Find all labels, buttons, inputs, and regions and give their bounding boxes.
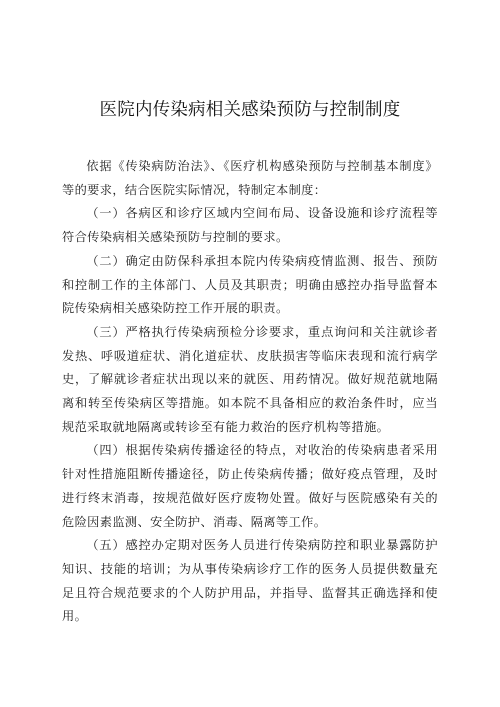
paragraph-2: （二）确定由防保科承担本院内传染病疫情监测、报告、预防和控制工作的主体部门、人员及其职责；明确由感控办指导监督本院传染病相关感染防控工作开展的职责。	[62, 253, 438, 316]
paragraph-4: （四）根据传染病传播途径的特点，对收治的传染病患者采用针对性措施阻断传播途径，防止传染病传播；做好疫点管理，及时进行终末消毒，按规范做好医疗废物处置。做好与医院感染有关的危险因素监测、安全防护、消毒、隔离等工作。	[62, 443, 438, 529]
paragraph-5: （五）感控办定期对医务人员进行传染病防控和职业暴露防护知识、技能的培训；为从事传染病诊疗工作的医务人员提供数量充足且符合规范要求的个人防护用品，并指导、监督其正确选择和使用。	[62, 538, 438, 624]
document-title: 医院内传染病相关感染预防与控制制度	[99, 100, 401, 120]
paragraph-1: （一）各病区和诊疗区域内空间布局、设备设施和诊疗流程等符合传染病相关感染预防与控制的要求。	[62, 206, 438, 245]
paragraph-intro: 依据《传染病防治法》、《医疗机构感染预防与控制基本制度》等的要求，结合医院实际情况，特制定本制度：	[62, 159, 438, 197]
paragraph-3: （三）严格执行传染病预检分诊要求，重点询问和关注就诊者发热、呼吸道症状、消化道症状、皮肤损害等临床表现和流行病学史，了解就诊者症状出现以来的就医、用药情况。做好规范就地隔离和转至传染病区等措施。如本院不具备相应的救治条件时，应当规范采取就地隔离或转诊至有能力救治的医疗机构等措施。	[62, 324, 438, 434]
